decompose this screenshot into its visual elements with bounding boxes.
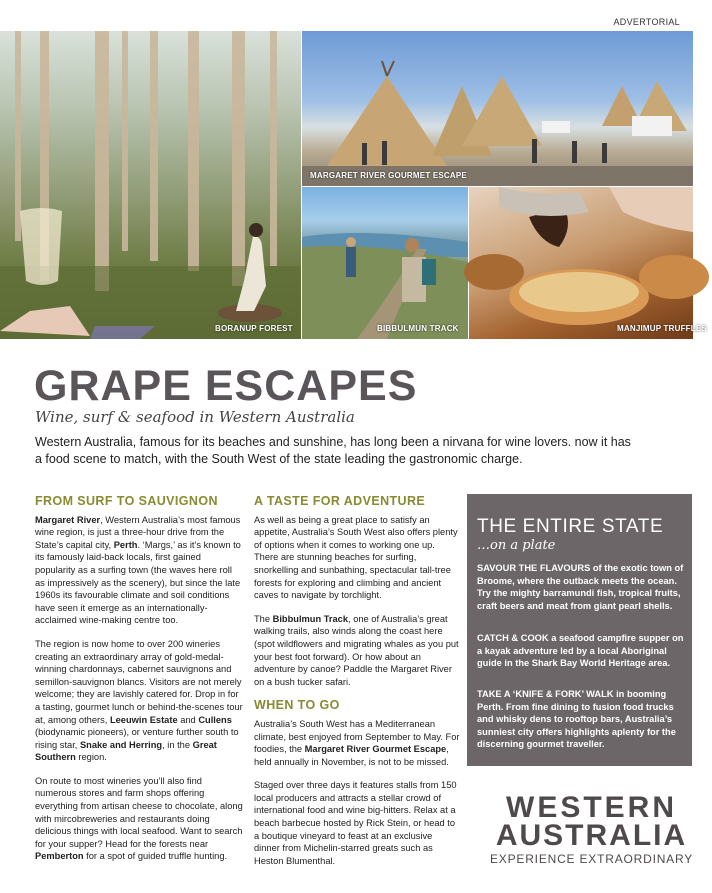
sidebar-paragraph: SAVOUR THE FLAVOURS of the exotic town of Broome, where the outback meets the ocean. Try the mighty barramundi fish, tropical fruits, craft beers and meat from giant pearl shells.: [477, 563, 684, 611]
photo-bibbulmun-track: [302, 187, 468, 339]
heading-taste-for-adventure: A TASTE FOR ADVENTURE: [254, 494, 426, 508]
article-title: GRAPE ESCAPES: [34, 362, 418, 410]
sidebar-paragraph: CATCH & COOK a seafood campfire supper on a kayak adventure led by a local Aboriginal guide in the Shark Bay World Heritage area.: [477, 633, 684, 669]
paragraph: As well as being a great place to satisfy an appetite, Australia’s South West also offers plenty of options when it comes to working one up. There are stunning beaches for surfing, snorkelling and sunbathing, spectacular tall-tree forests for exploring and climbing and ancient caves to navigate by torchlight.: [254, 514, 458, 601]
photo-boranup-forest: [0, 31, 301, 339]
caption-bibbulmun-track: BIBBULMUN TRACK: [377, 324, 459, 333]
hikers-illustration: [302, 187, 468, 339]
paragraph: Staged over three days it features stalls from 150 local producers and attracts a stellar crowd of international food and wine big-hitters. Relax at a beach barbecue hosted by Rick Stein, or head to a boutique vineyard to feast at an exclusive dinner from Michelin-starred greats such as Heston Blumenthal.: [254, 780, 457, 866]
photo-manjimup-truffles: [469, 187, 707, 339]
paragraph: Australia’s South West has a Mediterranean climate, best enjoyed from September to May. For foodies, the Margaret River Gourmet Escape, held annually in November, is not to be missed.: [254, 718, 460, 767]
paragraph: On route to most wineries you’ll also find numerous stores and farm shops offering everything from artisan cheese to chocolate, along with mircobreweries and restaurants doing delicious things with local seafood. Want to search for your supper? Head for the forests near Pemberton for a spot of guided truffle hunting.: [35, 775, 243, 862]
truffle-tart-illustration: [469, 187, 693, 339]
heading-surf-to-sauvignon: FROM SURF TO SAUVIGNON: [35, 494, 218, 508]
column-taste-for-adventure: [254, 495, 460, 878]
photo-margaret-river-gourmet-escape: [302, 31, 693, 186]
advertorial-label: ADVERTORIAL: [613, 17, 680, 27]
western-australia-logo: WESTERN AUSTRALIA EXPERIENCE EXTRAORDINARY: [490, 791, 694, 866]
article-intro: Western Australia, famous for its beaches and sunshine, has long been a nirvana for wine lovers. now it has a food scene to match, with the South West of the state leading the gastronomic charge.: [35, 435, 631, 466]
article-subtitle: Wine, surf & seafood in Western Australia: [35, 408, 355, 426]
heading-when-to-go: WHEN TO GO: [254, 698, 340, 713]
forest-illustration: [0, 31, 301, 339]
caption-margaret-river: MARGARET RIVER GOURMET ESCAPE: [310, 171, 467, 180]
sidebar-paragraph: TAKE A ‘KNIFE & FORK’ WALK in booming Perth. From fine dining to fusion food trucks and whisky dens to rooftop bars, Australia’s sunniest city offers highlights aplenty for the discerning gourmet traveller.: [477, 689, 676, 750]
caption-boranup-forest: BORANUP FOREST: [215, 324, 293, 333]
column-surf-to-sauvignon: [35, 495, 243, 874]
sidebar-title: THE ENTIRE STATE: [477, 516, 664, 537]
tipi-illustration: [302, 31, 693, 186]
sidebar-subtitle: …on a plate: [477, 538, 556, 553]
paragraph: Margaret River, Western Australia’s most famous wine region, is just a three-hour drive from the State’s capital city, Perth. ‘Margs,’ as it’s known to its famously laid-back locals, first gained popularity as a surfing town (the waves here roll as impressively as the scenery), but since the late 1960s its favourable climate and soil conditions have seen it emerge as an internationally-acclaimed wine-making centre too.: [35, 514, 241, 626]
paragraph: The region is now home to over 200 wineries creating an extraordinary array of gold-medal-winning chardonnays, cabernet sauvignons and semillon-sauvignon blancs. Visitors are not merely welcome; they are lavishly catered for. Drop in for a tasting, gourmet lunch or behind-the-scenes tour at, among others, Leeuwin Estate and Cullens (biodynamic pioneers), or venture further south to rising star, Snake and Herring, in the Great Southern region.: [35, 638, 243, 763]
sidebar-entire-state: [467, 494, 692, 766]
caption-manjimup-truffles: MANJIMUP TRUFFLES: [617, 324, 707, 333]
paragraph: The Bibbulmun Track, one of Australia’s great walking trails, also winds along the coast here (spot wildflowers and migrating whales as you put your best foot forward). Or how about an adventure by canoe? Paddle the Margaret River on a bush tucker safari.: [254, 613, 459, 687]
